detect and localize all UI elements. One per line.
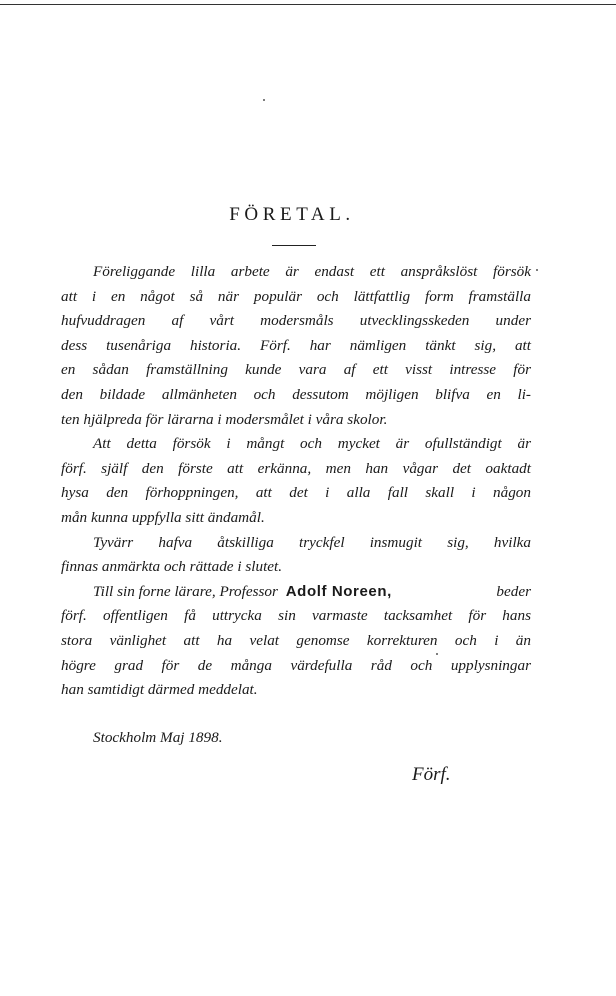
- page-title: FÖRETAL.: [229, 204, 355, 225]
- text-line: dess tusenåriga historia. Förf. har nämligen tänkt sig, att: [61, 336, 531, 354]
- text-line: Tyvärr hafva åtskilliga tryckfel insmugit sig, hvilka: [93, 533, 531, 551]
- text-line: stora vänlighet att ha velat genomse korrekturen och i än: [61, 631, 531, 649]
- text-line: Föreliggande lilla arbete är endast ett anspråkslöst försök: [93, 263, 531, 280]
- print-speck: [263, 99, 265, 101]
- text-line: hufvuddragen af vårt modersmåls utvecklingsskeden under: [61, 312, 531, 330]
- text-line: ten hjälpreda för lärarna i modersmålet i våra skolor.: [61, 410, 388, 428]
- text-line: förf. offentligen få uttrycka sin varmaste tacksamhet för hans: [61, 607, 531, 625]
- top-border-rule: [0, 4, 616, 5]
- text-line: [61, 580, 531, 605]
- print-speck: [536, 269, 538, 271]
- author-name: Adolf Noreen,: [285, 582, 392, 600]
- place-and-date: Stockholm Maj 1898.: [93, 729, 223, 746]
- text-line-start: Till sin forne lärare, Professor: [93, 582, 282, 600]
- text-line: den bildade allmänheten och dessutom möjligen blifva en li-: [61, 385, 531, 403]
- title-divider: [272, 245, 316, 246]
- signature: Förf.: [412, 764, 451, 785]
- text-line: Att detta försök i mångt och mycket är ofullständigt är: [93, 435, 531, 453]
- text-line: mån kunna uppfylla sitt ändamål.: [61, 508, 265, 526]
- text-line: högre grad för de många värdefulla råd och upplysningar: [61, 656, 531, 674]
- text-line: att i en något så när populär och lättfattlig form framställa: [61, 287, 531, 305]
- text-line-end: beder: [492, 582, 531, 600]
- text-line: han samtidigt därmed meddelat.: [61, 681, 258, 699]
- text-line: förf. själf den förste att erkänna, men han vågar det oaktadt: [61, 459, 531, 477]
- text-line: en sådan framställning kunde vara af ett visst intresse för: [61, 361, 531, 379]
- preface-body: [61, 260, 531, 703]
- text-line: hysa den förhoppningen, att det i alla fall skall i någon: [61, 484, 531, 502]
- text-line: finnas anmärkta och rättade i slutet.: [61, 558, 283, 576]
